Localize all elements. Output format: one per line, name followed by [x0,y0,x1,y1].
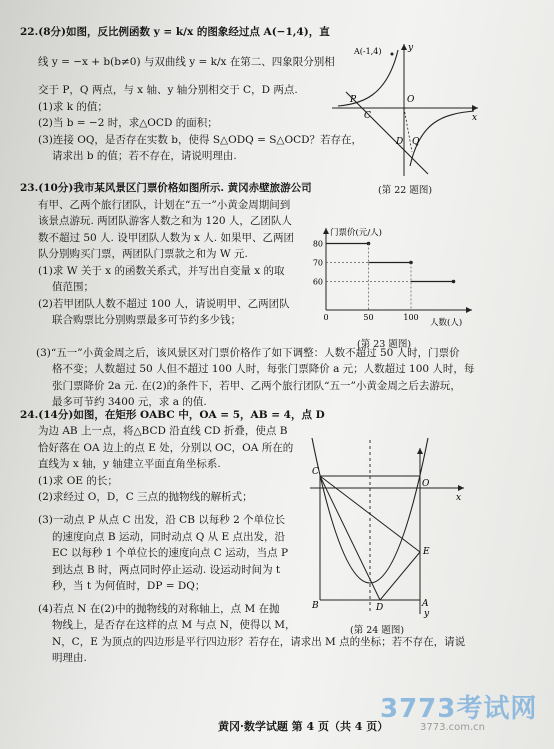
q22-label-A: A(-1,4) [354,47,382,56]
q23-line-5: 队分别购买门票，两团队门票款之和为 W 元. [38,248,248,260]
q22-label-D: D [396,137,404,147]
q23-line-2: 有甲、乙两个旅行团队，计划在“五一”小黄金周期间到 [38,199,291,211]
q23-line-1: 23.(10分)我市某风景区门票价格如图所示. 黄冈赤壁旅游公司 [20,182,312,194]
q24-label-y: y [424,609,430,618]
q24-label-C: C [312,467,319,477]
q23-xtick-0: 0 [323,313,329,322]
q22-label-x: x [472,113,478,123]
q24-line-7: (3)一动点 P 从点 C 出发，沿 CB 以每秒 2 个单位长 [38,514,286,526]
q24-line-11: 秒，当 t 为何值时，DP = DQ； [52,580,206,592]
q23-x-arrow [466,307,472,313]
q23-xlabel: 人数(人) [430,318,463,328]
q24-line-5: (1)求 OE 的长； [38,475,118,487]
q22-caption: (第 22 题图) [378,185,433,196]
q24-line-14: N，C，E 为顶点的四边形是平行四边形？若存在，请求出 M 点的坐标；若不存在，请说 [52,636,466,648]
q24-line-9: EC 以每秒 1 个单位长的速度向点 C 运动，当点 P [52,547,289,559]
q23-line-6: (1)求 W 关于 x 的函数关系式，并写出自变量 x 的取 [38,265,285,277]
q23-price-chart [308,224,478,330]
q23-line-9: 联合购票比分别购票最多可节约多少钱； [52,314,241,326]
q24-figure [308,428,468,618]
q23-caption: (第 23 题图) [357,339,412,350]
q23-line-10: (3)“五一”小黄金周之后，该风景区对门票价格作了如下调整：人数不超过 50 人时，门票价 [36,347,460,359]
q23-line-7: 值范围； [52,281,94,293]
q23-xtick-50: 50 [363,313,374,322]
q24-label-E: E [423,547,430,557]
q24-line-10: 到达点 B 时，两点同时停止运动. 设运动时间为 t [52,564,281,576]
q23-y-arrow [323,228,329,234]
q22-figure [332,40,482,178]
q22-label-P: P [350,95,357,105]
q24-label-B: B [312,601,319,611]
watermark-url: 3773.com.cn [420,722,485,733]
q22-line-3: 交于 P，Q 两点，与 x 轴、y 轴分别相交于 C，D 两点. [38,84,298,96]
q24-line-2: 为边 AB 上一点，将△BCD 沿直线 CD 折叠，使点 B [38,425,288,437]
q22-line-1: 22.(8分)如图，反比例函数 y = k/x 的图象经过点 A(−1,4)，直 [20,26,330,38]
q22-label-C: C [364,111,371,121]
q23-ytick-80: 80 [312,239,323,249]
q23-xtick-100: 100 [403,313,419,322]
q24-line-6: (2)求经过 O，D，C 三点的抛物线的解析式； [38,491,253,503]
q22-line-5: (2)当 b = −2 时，求△OCD 的面积； [38,117,218,129]
q24-label-x: x [456,493,462,503]
q24-label-A: A [422,599,429,609]
q23-step-end-2 [452,280,456,284]
q23-line-8: (2)若甲团队人数不超过 100 人，请说明甲、乙两团队 [38,298,290,310]
q24-line-1: 24.(14分)如图，在矩形 OABC 中，OA = 5，AB = 4，点 D [20,409,325,421]
q22-line-4: (1)求 k 的值； [38,101,108,113]
q23-line-3: 该景点游玩. 两团队游客人数之和为 120 人，乙团队人 [38,215,292,227]
q24-caption: (第 24 题图) [350,625,405,636]
q24-line-12: (4)若点 N 在(2)中的抛物线的对称轴上，点 M 在抛 [38,603,280,615]
q24-line-8: 的速度向点 B 运动，同时动点 Q 从 E 点出发，沿 [52,531,286,543]
q23-ytick-60: 60 [312,277,323,287]
q23-line-12: 张门票降价 2a 元. 在(2)的条件下，若甲、乙两个旅行团队“五一”小黄金周之后去游玩， [52,380,461,392]
q22-line-6: (3)连接 OQ，是否存在实数 b，使得 S△ODQ = S△OCD？若存在， [38,134,363,146]
q22-label-O: O [407,95,415,105]
q23-ytick-70: 70 [312,258,323,268]
q24-line-13: 物线上，是否存在这样的点 M 与点 N，使得以 M， [52,619,296,631]
q24-label-O: O [422,479,430,489]
q23-ylabel: 门票价(元/人) [330,228,382,238]
q22-line-7: 请求出 b 的值；若不存在，请说明理由. [52,150,237,162]
q23-line-13: 最多可节约 3400 元，求 a 的值. [52,396,207,408]
q24-line-3: 恰好落在 OA 边上的点 E 处，分别以 OC，OA 所在的 [38,442,294,454]
q22-label-y: y [408,43,414,53]
page-footer: 黄冈·数学试题 第 4 页（共 4 页） [218,720,389,733]
q24-line-15: 明理由. [52,652,87,664]
q22-line-2: 线 y = −x + b(b≠0) 与双曲线 y = k/x 在第二、四象限分别相 [38,56,335,68]
q23-line-4: 数不超过 50 人. 设甲团队人数为 x 人. 如果甲、乙两团 [38,232,294,244]
q23-line-11: 格不变；人数超过 50 人但不超过 100 人时，每张门票降价 a 元；人数超过 100 人时，每 [52,363,475,375]
q24-line-4: 直线为 x 轴，y 轴建立平面直角坐标系. [38,458,221,470]
watermark-brand: 3773考试网 [380,694,538,724]
q24-label-D: D [376,603,384,613]
q22-label-Q: Q [412,137,420,147]
